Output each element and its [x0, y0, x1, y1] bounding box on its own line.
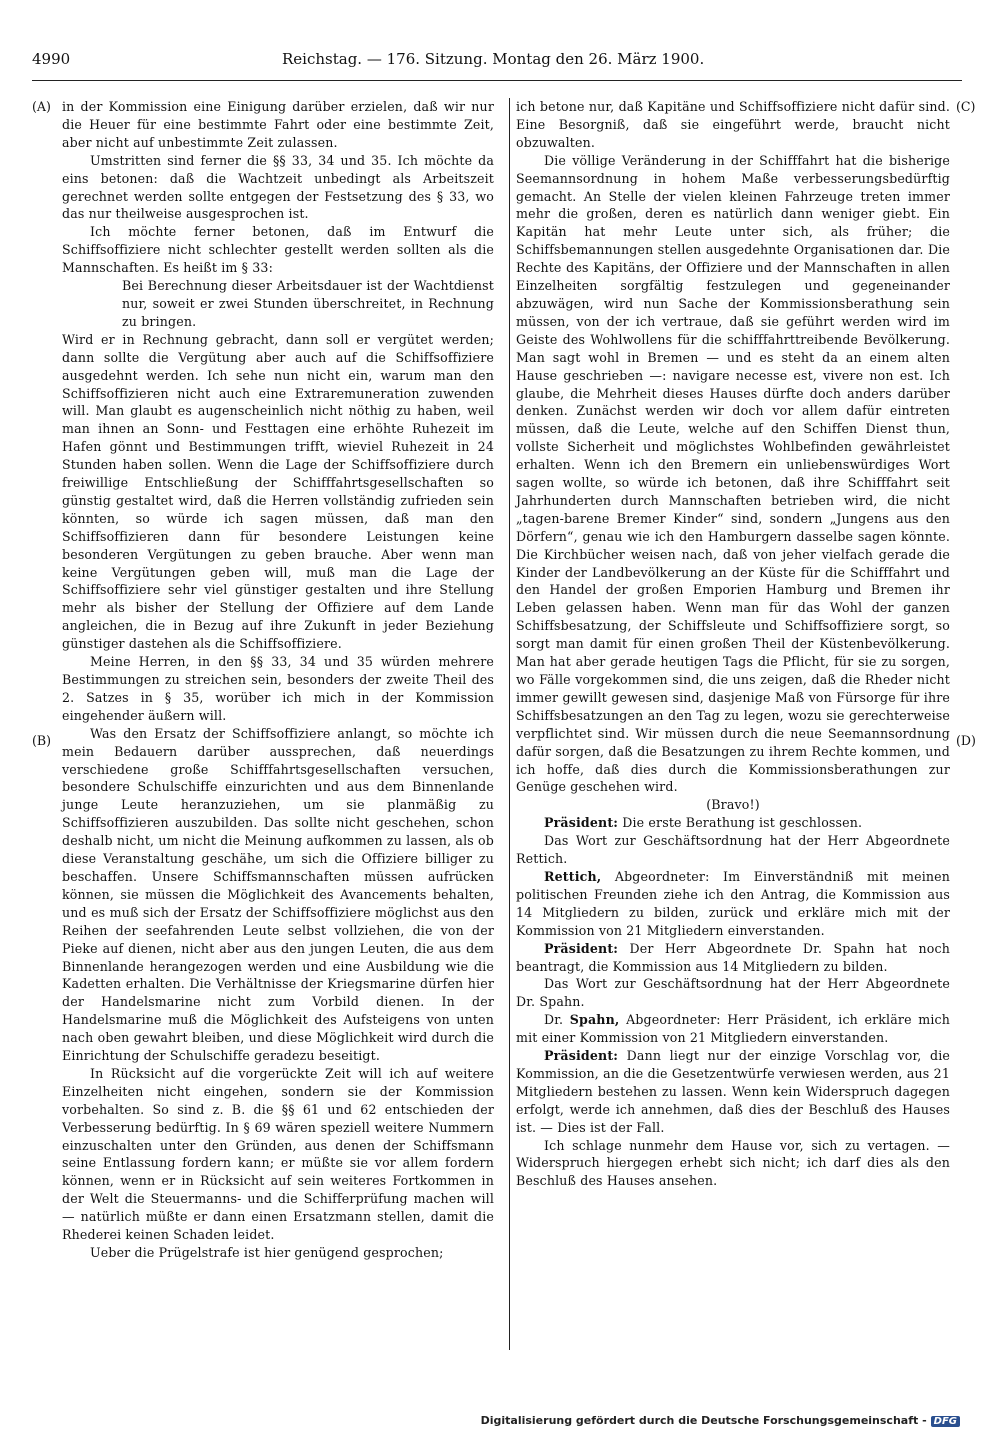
paragraph: Ueber die Prügelstrafe ist hier genügend gesprochen; — [90, 1245, 444, 1260]
paragraph: Wird er in Rechnung gebracht, dann soll er vergütet werden; dann sollte die Vergütung aber auch auf die Schiffsoffiziere ausgedehnt werden. Ich sehe nun nicht ein, warum man den Schiffsoffizieren nicht auch eine Extraremuneration zuwenden will. Man glaubt es augenscheinlich nicht nöthig zu haben, weil man ihnen an Sonn- und Festtagen eine erhöhte Ruhezeit im Hafen gönnt und Bestimmungen trifft, wieviel Ruhezeit in 24 Stunden haben sollen. Wenn die Lage der Schiffsoffiziere durch freiwillige Entschließung der Schifffahrtsgesellschaften so günstig gestaltet wird, daß die Herren vollständig zufrieden sein könnten, so würde ich sagen müssen, daß man den Schiffsoffizieren dann für besondere Leistungen keine besonderen Vergütungen zu geben brauche. Aber wenn man keine Vergütungen geben will, muß man die Lage der Schiffsoffiziere sehr viel günstiger gestalten und ihre Stellung mehr als bisher der Stellung der Offiziere auf dem Lande angleichen, die in Bezug auf ihre Zukunft in jeder Beziehung günstiger dastehen als die Schiffsoffiziere. — [62, 331, 494, 652]
dfg-logo: DFG — [931, 1416, 960, 1427]
paragraph: ich betone nur, daß Kapitäne und Schiffsoffiziere nicht dafür sind. Eine Besorgniß, daß sie eingeführt werde, braucht nicht obzuwalten. — [516, 99, 950, 150]
paragraph: Was den Ersatz der Schiffsoffiziere anlangt, so möchte ich mein Bedauern darüber aussprechen, daß neuerdings verschiedene große Schifffahrtsgesellschaften versuchen, besondere Schulschiffe einzurichten und aus dem Binnenlande junge Leute heranzuziehen, um sie planmäßig zu Schiffsoffizieren auszubilden. Das sollte nicht geschehen, schon deshalb nicht, um nicht die Meinung aufkommen zu lassen, als ob diese Veranstaltung geschähe, um sich die Offiziere billiger zu beschaffen. Unsere Schiffsmannschaften müssen aufrücken können, sie müssen die Möglichkeit des Avancements behalten, und es muß sich der Ersatz der Schiffsoffiziere möglichst aus den Reihen der seefahrenden Leute selbst vollziehen, die von der Pieke auf dienen, nicht aber aus den jungen Leuten, die aus dem Binnenlande herangezogen werden und eine Ausbildung wie die Kadetten erhalten. Die Verhältnisse der Kriegsmarine dürfen hier der Handelsmarine nicht zum Vorbild dienen. In der Handelsmarine muß die Möglichkeit des Aufsteigens von unten nach oben gewahrt bleiben, und diese Möglichkeit wird durch die Einrichtung der Schulschiffe geradezu beseitigt. — [62, 725, 494, 1064]
credit-text: Digitalisierung gefördert durch die Deutsche Forschungsgemeinschaft - — [480, 1414, 927, 1427]
speaker-paragraph — [516, 1011, 950, 1047]
page-header — [32, 50, 960, 76]
digitization-credit — [481, 1414, 960, 1427]
speaker-title: Dr. — [544, 1012, 564, 1028]
paragraph: Meine Herren, in den §§ 33, 34 und 35 würden mehrere Bestimmungen zu streichen sein, besonders der zweite Theil des 2. Satzes in § 35, worüber ich mich in der Kommission eingehender äußern will. — [62, 654, 494, 723]
paragraph: in der Kommission eine Einigung darüber erzielen, daß wir nur die Heuer für eine bestimmte Fahrt oder eine bestimmte Zeit, aber nicht auf unbestimmte Zeit zulassen. — [62, 99, 494, 150]
margin-marker-b: (B) — [32, 733, 52, 748]
speech-text: Abgeordneter: Herr Präsident, ich erkläre mich mit einer Kommission von 21 Mitgliedern einverstanden. — [516, 1012, 950, 1046]
speaker-label: Präsident: — [544, 815, 619, 831]
header-rule — [32, 80, 962, 81]
paragraph: Ich möchte ferner betonen, daß im Entwurf die Schiffsoffiziere nicht schlechter gestellt werden sollten als die Mannschaften. Es heißt im § 33: — [62, 224, 494, 276]
paragraph: Umstritten sind ferner die §§ 33, 34 und 35. Ich möchte da eins betonen: daß die Wachtzeit unbedingt als Arbeitszeit gerechnet werden sollte entgegen der Festsetzung des § 33, wo das nur theilweise ausgesprochen ist. — [62, 152, 494, 222]
speaker-paragraph — [516, 868, 950, 940]
speech-text: Dann liegt nur der einzige Vorschlag vor, die Kommission, an die die Gesetzentwürfe verwiesen werden, aus 21 Mitgliedern bestehen zu lassen. Wenn kein Widerspruch dagegen erfolgt, werde ich annehmen, daß dies der Beschluß des Hauses ist. — Dies ist der Fall. — [516, 1048, 951, 1135]
running-title: Reichstag. — 176. Sitzung. Montag den 26. März 1900. — [282, 50, 705, 68]
speaker-label: Rettich, — [544, 868, 602, 884]
margin-marker-c: (C) — [956, 99, 976, 114]
speaker-label: Präsident: — [544, 940, 619, 956]
paragraph: Das Wort zur Geschäftsordnung hat der Herr Abgeordnete Rettich. — [516, 833, 950, 867]
speaker-paragraph — [516, 940, 950, 976]
speaker-paragraph — [516, 1047, 950, 1137]
speaker-paragraph — [516, 814, 950, 832]
speech-text: Der Herr Abgeordnete Dr. Spahn hat noch beantragt, die Kommission aus 14 Mitgliedern zu bilden. — [516, 940, 950, 974]
paragraph: Die völlige Veränderung in der Schifffahrt hat die bisherige Seemannsordnung in hohem Maße verbesserungsbedürftig gemacht. An Stelle der vielen kleinen Fahrzeuge treten immer mehr die großen, deren es natürlich dann weniger giebt. Ein Kapitän hat mehr Leute unter sich, als früher; die Schiffsbemannungen stellen ausgedehnte Organisationen dar. Die Rechte des Kapitäns, der Offiziere und der Mannschaften in allen Einzelheiten sorgfältig festzulegen und gegeneinander abzuwägen, wird nun Sache der Kommissionsberathung sein müssen, von der ich vertraue, daß sie geführt werden wird im Geiste des Wohlwollens für die schifffahrttreibende Bevölkerung. Man sagt wohl in Bremen — und es steht da an einem alten Hause geschrieben —: navigare necesse est, vivere non est. Ich glaube, die Mehrheit dieses Hauses dürfte doch anders darüber denken. Zunächst werden wir doch vor allem dafür eintreten müssen, daß die Leute, welche auf den Schiffen Dienst thun, vollste Sicherheit und möglichstes Wohlbefinden gewährleistet erhalten. Wenn ich den Bremern ein unliebenswürdiges Wort sagen wollte, so würde ich betonen, daß ihre Schifffahrt seit Jahrhunderten durch Mannschaften betrieben wird, die nicht „tagen-barene Bremer Kinder“ sind, sondern „Jungens aus den Dörfern“, genau wie ich den Hamburgern dasselbe sagen könnte. Die Kirchbücher weisen nach, daß von jeher vielfach gerade die Kinder der Landbevölkerung an der Küste für die Schifffahrt und den Handel der großen Emporien Hamburg und Bremen ihr Leben gelassen haben. Wenn man für das Wohl der ganzen Schiffsbesatzung, der Schiffsleute und Schiffsoffiziere sorgt, so sorgt man damit für einen großen Theil der Küstenbevölkerung. Man hat aber gerade heutigen Tags die Pflicht, für sie zu sorgen, wo Fälle vorgekommen sind, die uns zeigen, daß die Rheder nicht immer gewillt gewesen sind, dasjenige Maß von Fürsorge für ihre Schiffsbesatzungen an den Tag zu legen, wozu sie gerechterweise verpflichtet sind. Wir müssen durch die neue Seemannsordnung dafür sorgen, daß die Besatzungen zu ihrem Rechte kommen, und ich hoffe, daß dies durch die Kommissionsberathungen zur Genüge geschehen wird. — [516, 152, 950, 795]
margin-marker-a: (A) — [32, 99, 51, 114]
speech-text: Die erste Berathung ist geschlossen. — [622, 815, 863, 831]
paragraph: Das Wort zur Geschäftsordnung hat der Herr Abgeordnete Dr. Spahn. — [516, 976, 950, 1010]
speaker-label: Spahn, — [569, 1012, 620, 1028]
applause-note: (Bravo!) — [706, 797, 760, 813]
speech-text: Abgeordneter: Im Einverständniß mit meinen politischen Freunden ziehe ich den Antrag, die Kommission aus 14 Mitgliedern zu bilden, zurück und erkläre mich mit der Kommission von 21 Mitgliedern einverstanden. — [516, 868, 951, 938]
left-column — [62, 98, 494, 1262]
paragraph: In Rücksicht auf die vorgerückte Zeit will ich auf weitere Einzelheiten nicht eingehen, sondern sie der Kommission vorbehalten. So sind z. B. die §§ 61 und 62 entschieden der Verbesserung bedürftig. In § 69 wären speziell weitere Nummern einzuschalten unter den Gründen, aus denen der Schiffsmann seine Entlassung fordern kann; er müßte sie vor allem fordern können, wenn er in Rücksicht auf sein weiteres Fortkommen in der Welt die Steuermanns- und die Schifferprüfung machen will — natürlich müßte er dann einen Ersatzmann stellen, damit die Rhederei keinen Schaden leidet. — [62, 1065, 494, 1243]
right-column — [516, 98, 950, 1190]
paragraph: Ich schlage nunmehr dem Hause vor, sich zu vertagen. — Widerspruch hiergegen erhebt sich nicht; ich darf dies als den Beschluß des Hauses ansehen. — [516, 1137, 950, 1189]
column-divider — [509, 98, 510, 1350]
page-number: 4990 — [32, 50, 71, 68]
margin-marker-d: (D) — [956, 733, 976, 748]
quoted-law-text: Bei Berechnung dieser Arbeitsdauer ist der Wachtdienst nur, soweit er zwei Stunden überschreitet, in Rechnung zu bringen. — [122, 278, 494, 329]
speaker-label: Präsident: — [544, 1048, 619, 1064]
